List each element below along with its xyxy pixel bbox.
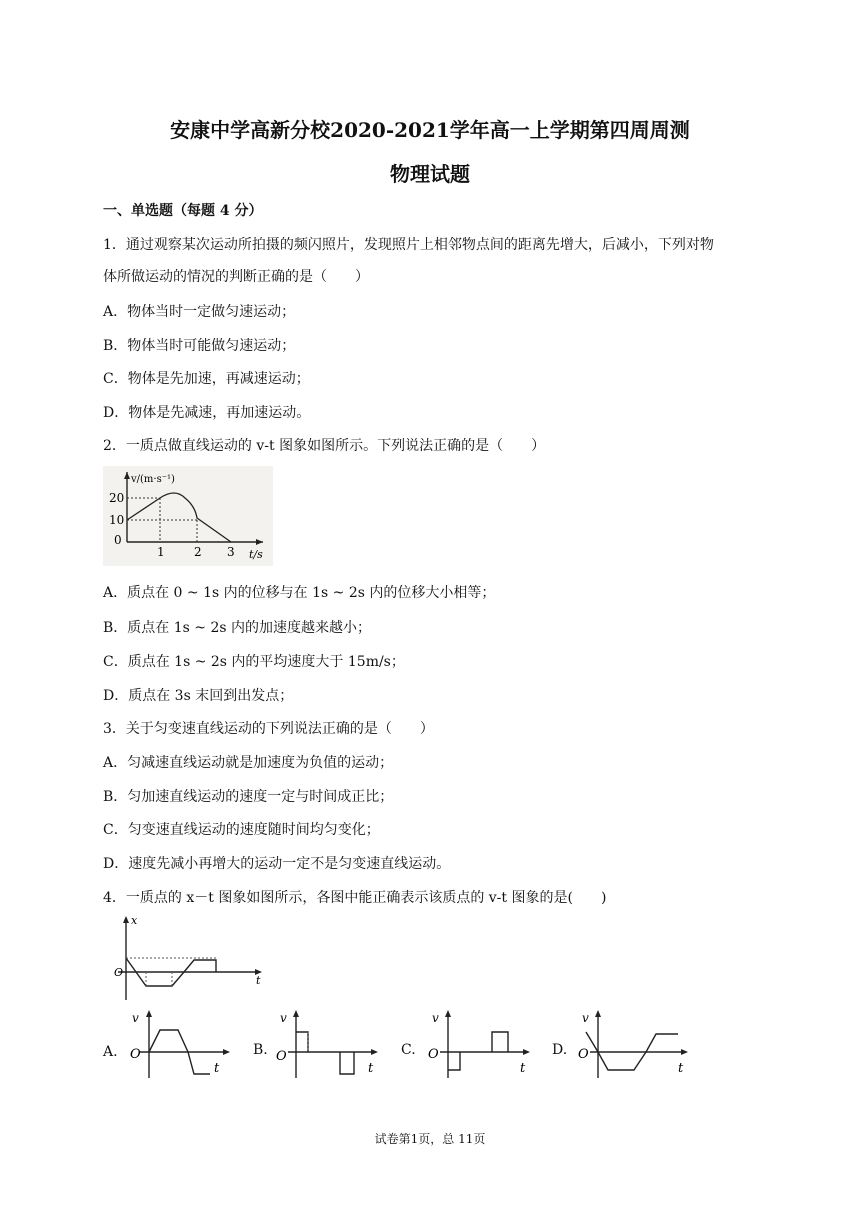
q3-option-d: D．速度先减小再增大的运动一定不是匀变速直线运动。 (103, 856, 451, 872)
q2-xtick-2: 2 (194, 545, 202, 559)
q1-option-b: B．物体当时可能做匀速运动； (103, 338, 296, 354)
q4-choice-b-label: B. (253, 1042, 268, 1058)
q4-stem: 4．一质点的 x－t 图象如图所示，各图中能正确表示该质点的 v-t 图象的是( ) (103, 890, 607, 906)
q4-choice-a-origin: O (130, 1047, 141, 1062)
q1-stem-line1: 1．通过观察某次运动所拍摄的频闪照片，发现照片上相邻物点间的距离先增大，后减小，下列对物 (103, 237, 714, 253)
q4-choice-d-graph (574, 1008, 694, 1080)
q4-choice-a-ylabel: v (132, 1011, 139, 1025)
q1-stem-line2: 体所做运动的情况的判断正确的是（ ） (103, 269, 369, 285)
q2-xlabel: t/s (249, 548, 263, 561)
q2-ytick-20: 20 (109, 491, 125, 505)
section-heading: 一、单选题（每题 4 分） (103, 203, 263, 219)
q2-ylabel: v/(m·s⁻¹) (131, 474, 175, 485)
q2-xtick-1: 1 (157, 545, 165, 559)
q2-option-d: D．质点在 3s 末回到出发点； (103, 688, 294, 704)
q4-xt-xlabel: t (256, 974, 261, 987)
q4-choice-b-xlabel: t (368, 1061, 374, 1076)
q4-choice-c-label: C. (401, 1042, 416, 1058)
q1-option-c: C．物体是先加速，再减速运动； (103, 371, 310, 387)
q4-choice-b-graph (272, 1008, 382, 1080)
q3-option-c: C．匀变速直线运动的速度随时间均匀变化； (103, 822, 380, 838)
q1-option-a: A．物体当时一定做匀速运动； (103, 304, 296, 320)
q3-stem: 3．关于匀变速直线运动的下列说法正确的是（ ） (103, 721, 434, 737)
q2-ytick-10: 10 (109, 513, 125, 527)
q4-choice-a-graph (124, 1008, 234, 1080)
q2-vt-graph (103, 466, 273, 566)
q4-choice-d-ylabel: v (582, 1011, 589, 1025)
page-title: 安康中学高新分校2020-2021学年高一上学期第四周周测 (170, 118, 690, 142)
q4-xt-graph (110, 912, 270, 1004)
q2-option-b: B．质点在 1s ~ 2s 内的加速度越来越小； (103, 620, 372, 636)
q4-choice-a-xlabel: t (214, 1061, 220, 1076)
q2-stem: 2．一质点做直线运动的 v-t 图象如图所示。下列说法正确的是（ ） (103, 438, 546, 454)
q4-choice-c-xlabel: t (520, 1061, 526, 1076)
q3-option-a: A．匀减速直线运动就是加速度为负值的运动； (103, 755, 394, 771)
q4-choice-c-ylabel: v (432, 1011, 439, 1025)
q4-choice-a-label: A. (103, 1044, 118, 1060)
q4-choice-c-origin: O (428, 1047, 439, 1062)
page-subtitle: 物理试题 (390, 162, 470, 186)
q4-choice-b-origin: O (276, 1049, 287, 1064)
q4-choice-d-label: D. (552, 1042, 568, 1058)
page-footer: 试卷第1页，总 11页 (374, 1132, 486, 1146)
q2-ytick-0: 0 (114, 533, 122, 547)
q4-choice-c-graph (424, 1008, 534, 1080)
q2-xtick-3: 3 (227, 545, 235, 559)
q4-choice-b-ylabel: v (280, 1011, 287, 1025)
q3-option-b: B．匀加速直线运动的速度一定与时间成正比； (103, 789, 394, 805)
q1-option-d: D．物体是先减速，再加速运动。 (103, 405, 311, 421)
q2-option-a: A．质点在 0 ~ 1s 内的位移与在 1s ~ 2s 内的位移大小相等； (103, 585, 496, 601)
q2-option-c: C．质点在 1s ~ 2s 内的平均速度大于 15m/s； (103, 654, 405, 670)
q4-xt-ylabel: x (131, 914, 138, 927)
q4-choice-d-origin: O (578, 1047, 589, 1062)
q4-xt-origin: O (114, 966, 124, 979)
q4-choice-d-xlabel: t (678, 1061, 684, 1076)
